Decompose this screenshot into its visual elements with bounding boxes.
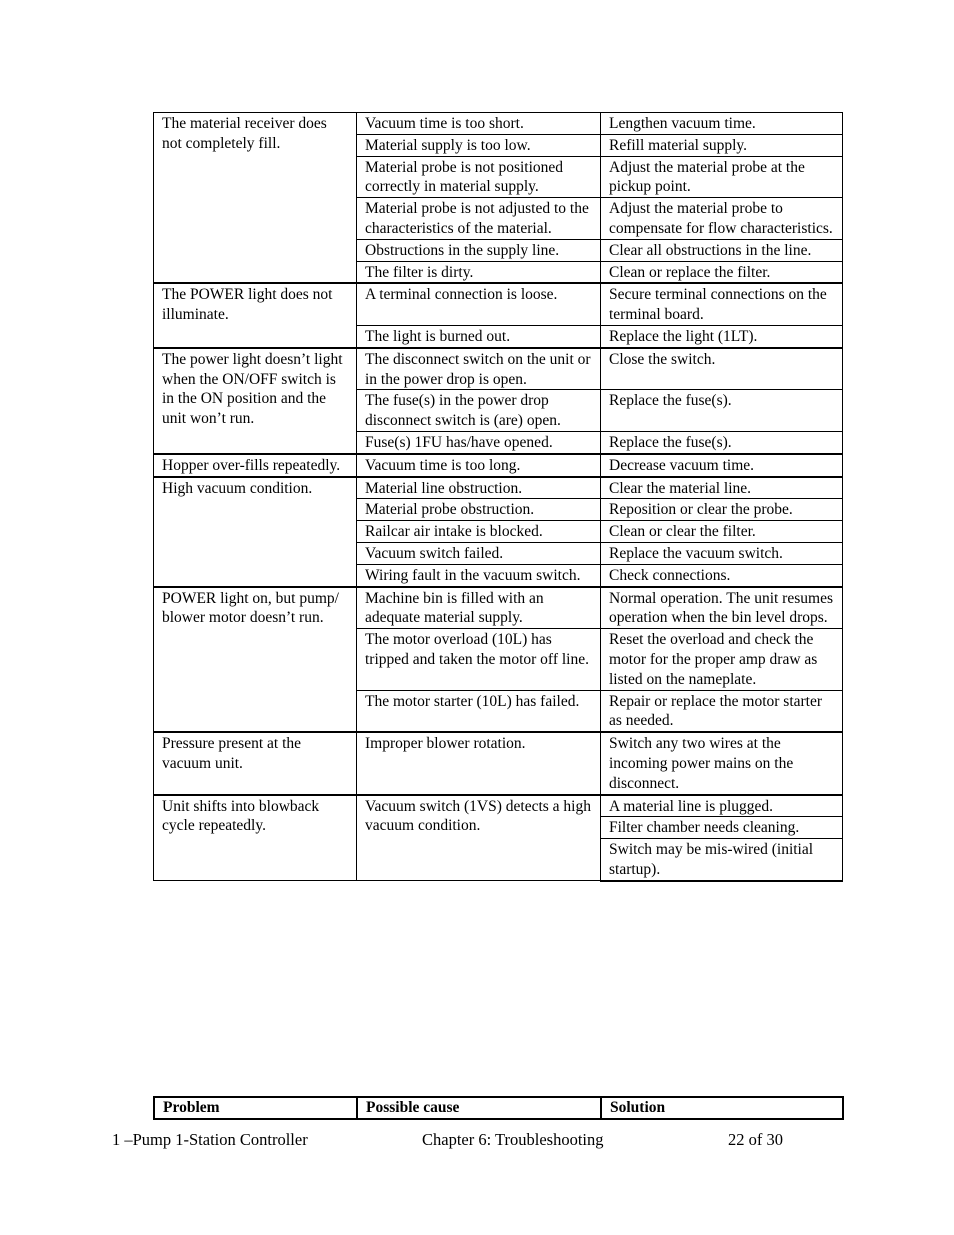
header-problem: Problem (154, 1097, 357, 1119)
cause-cell: The filter is dirty. (357, 261, 601, 283)
table-row (154, 795, 843, 817)
table-row (154, 587, 843, 629)
solution-cell: Adjust the material probe to compensate for flow characteristics. (601, 198, 843, 240)
cause-cell: Vacuum switch failed. (357, 542, 601, 564)
footer-page-number: 22 of 30 (728, 1130, 783, 1149)
cause-cell: The light is burned out. (357, 325, 601, 347)
cause-cell: Vacuum time is too long. (357, 454, 601, 477)
table-row (154, 283, 843, 325)
solution-cell: Replace the vacuum switch. (601, 542, 843, 564)
cause-cell: Fuse(s) 1FU has/have opened. (357, 431, 601, 453)
cause-cell: The motor overload (10L) has tripped and taken the motor off line. (357, 629, 601, 690)
cause-cell: Material probe is not positioned correctly in material supply. (357, 156, 601, 198)
solution-cell: Replace the light (1LT). (601, 325, 843, 347)
solution-cell: Adjust the material probe at the pickup point. (601, 156, 843, 198)
cause-cell: Railcar air intake is blocked. (357, 521, 601, 543)
solution-cell: Clean or replace the filter. (601, 261, 843, 283)
solution-cell: Reset the overload and check the motor for the proper amp draw as listed on the nameplate. (601, 629, 843, 690)
cause-cell: The motor starter (10L) has failed. (357, 690, 601, 732)
solution-cell: Close the switch. (601, 348, 843, 390)
problem-cell: The POWER light does not illuminate. (154, 283, 357, 347)
table-row (154, 477, 843, 499)
cause-cell: Material supply is too low. (357, 134, 601, 156)
cause-cell: Vacuum switch (1VS) detects a high vacuum condition. (357, 795, 601, 881)
solution-cell: Replace the fuse(s). (601, 390, 843, 432)
problem-cell: High vacuum condition. (154, 477, 357, 587)
cause-cell: Material probe is not adjusted to the characteristics of the material. (357, 198, 601, 240)
solution-cell: Filter chamber needs cleaning. (601, 817, 843, 839)
problem-cell: Hopper over-fills repeatedly. (154, 454, 357, 477)
cause-cell: Wiring fault in the vacuum switch. (357, 564, 601, 586)
header-possible-cause: Possible cause (357, 1097, 601, 1119)
solution-cell: Clear the material line. (601, 477, 843, 499)
problem-cell: POWER light on, but pump/ blower motor doesn’t run. (154, 587, 357, 733)
table-row (154, 454, 843, 477)
troubleshooting-table (153, 112, 843, 882)
solution-cell: Lengthen vacuum time. (601, 113, 843, 135)
problem-cell: The power light doesn’t light when the ON/OFF switch is in the ON position and the unit won’t run. (154, 348, 357, 454)
cause-cell: Material line obstruction. (357, 477, 601, 499)
footer-chapter: Chapter 6: Troubleshooting (422, 1130, 604, 1149)
cause-cell: A terminal connection is loose. (357, 283, 601, 325)
solution-cell: Switch any two wires at the incoming power mains on the disconnect. (601, 732, 843, 794)
solution-cell: Repair or replace the motor starter as needed. (601, 690, 843, 732)
solution-cell: Check connections. (601, 564, 843, 586)
problem-cell: Unit shifts into blowback cycle repeatedly. (154, 795, 357, 881)
cause-cell: Vacuum time is too short. (357, 113, 601, 135)
solution-cell: Refill material supply. (601, 134, 843, 156)
solution-cell: Reposition or clear the probe. (601, 499, 843, 521)
solution-cell: Decrease vacuum time. (601, 454, 843, 477)
solution-cell: Clear all obstructions in the line. (601, 239, 843, 261)
solution-cell: Normal operation. The unit resumes operation when the bin level drops. (601, 587, 843, 629)
table-row (154, 113, 843, 135)
solution-cell: A material line is plugged. (601, 795, 843, 817)
cause-cell: Improper blower rotation. (357, 732, 601, 794)
cause-cell: Material probe obstruction. (357, 499, 601, 521)
cause-cell: Machine bin is filled with an adequate material supply. (357, 587, 601, 629)
problem-cell: The material receiver does not completely fill. (154, 113, 357, 284)
solution-cell: Clean or clear the filter. (601, 521, 843, 543)
cause-cell: Obstructions in the supply line. (357, 239, 601, 261)
footer-document-title: 1 –Pump 1-Station Controller (112, 1130, 308, 1149)
table-row (154, 348, 843, 390)
table-header (153, 1096, 844, 1120)
header-solution: Solution (601, 1097, 843, 1119)
table-row (154, 732, 843, 794)
cause-cell: The fuse(s) in the power drop disconnect switch is (are) open. (357, 390, 601, 432)
solution-cell: Secure terminal connections on the terminal board. (601, 283, 843, 325)
cause-cell: The disconnect switch on the unit or in the power drop is open. (357, 348, 601, 390)
problem-cell: Pressure present at the vacuum unit. (154, 732, 357, 794)
solution-cell: Replace the fuse(s). (601, 431, 843, 453)
header-row (154, 1097, 843, 1119)
solution-cell: Switch may be mis-wired (initial startup). (601, 839, 843, 881)
